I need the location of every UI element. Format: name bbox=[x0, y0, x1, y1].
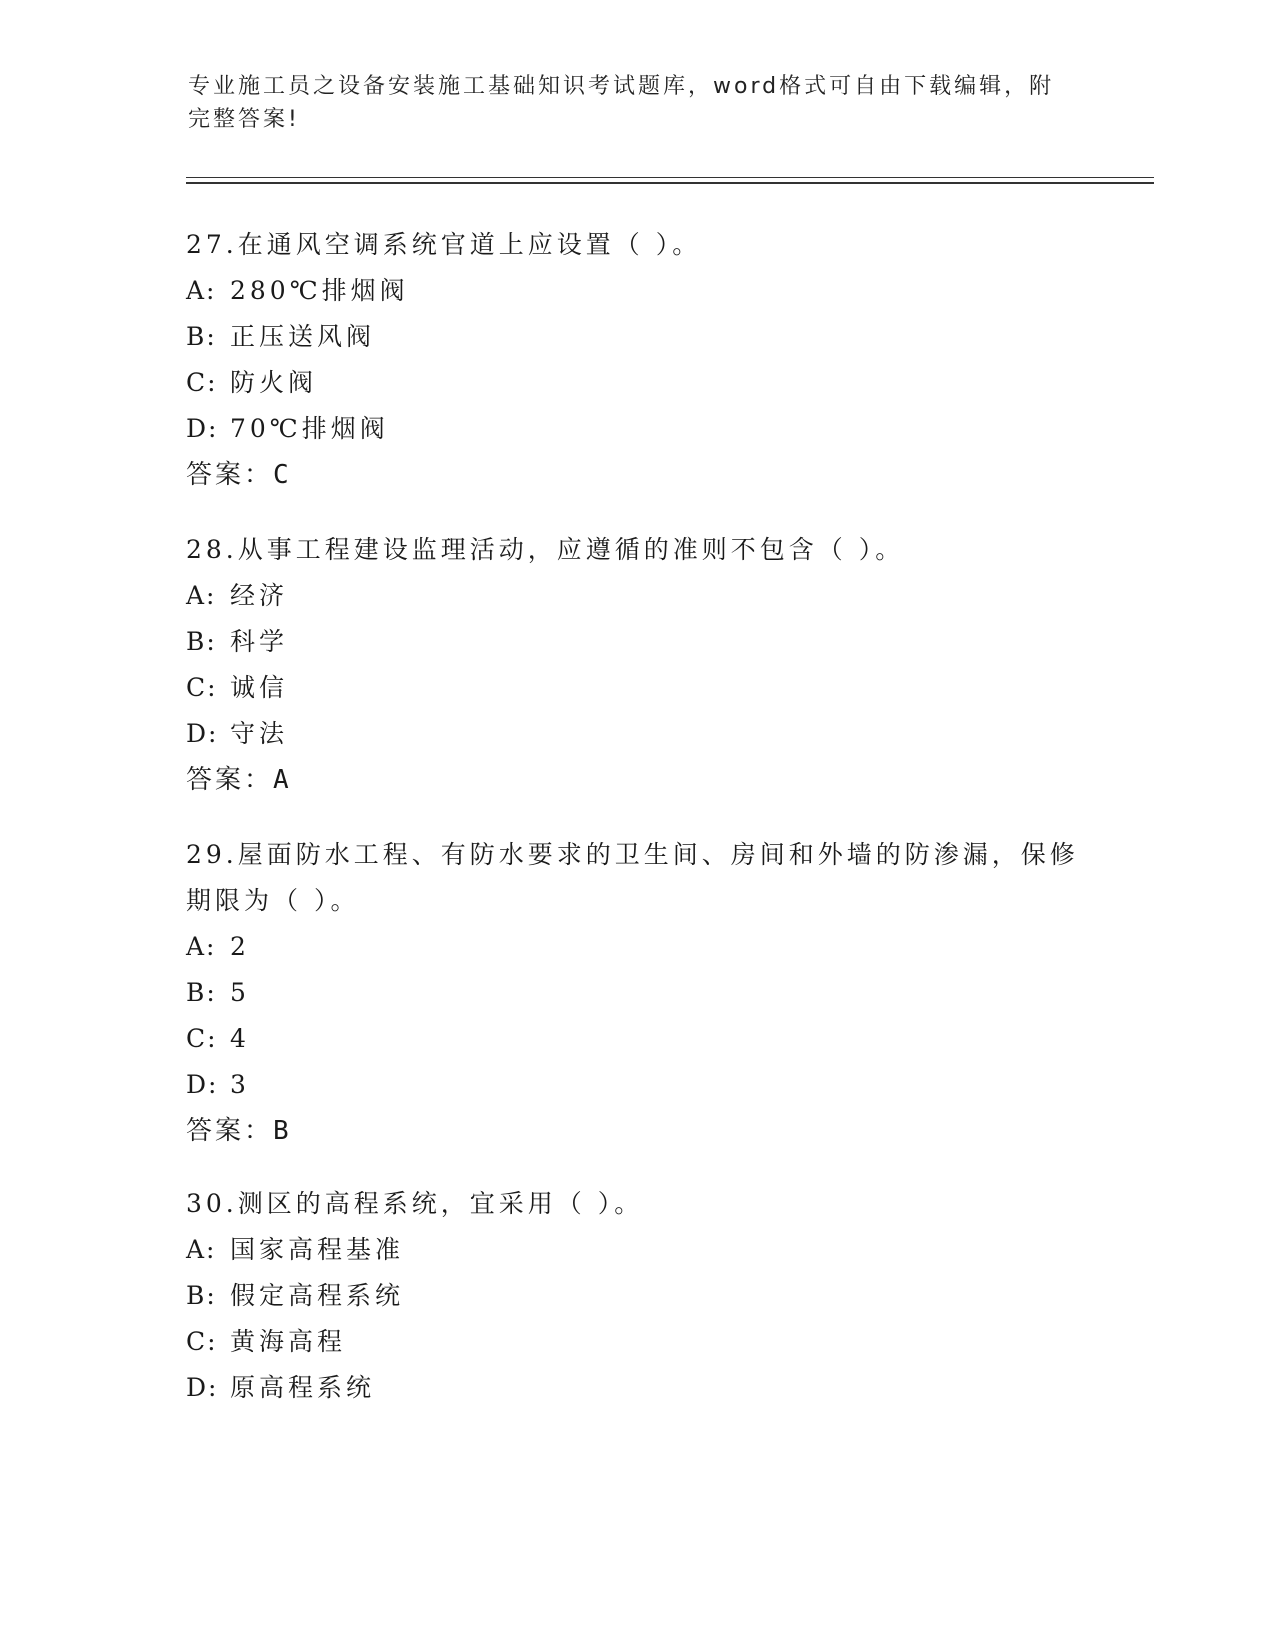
option-d bbox=[186, 406, 1086, 452]
option-c bbox=[186, 665, 1086, 711]
option-label: C: bbox=[186, 1024, 218, 1053]
option-b bbox=[186, 314, 1086, 360]
answer-line bbox=[186, 452, 1086, 498]
question-27 bbox=[186, 222, 1086, 498]
option-c bbox=[186, 1319, 1086, 1365]
option-text: 国家高程基准 bbox=[230, 1235, 405, 1264]
option-d bbox=[186, 1062, 1086, 1108]
option-a bbox=[186, 573, 1086, 619]
answer-line bbox=[186, 757, 1086, 803]
option-text: 经济 bbox=[230, 581, 289, 610]
question-stem: 28.从事工程建设监理活动，应遵循的准则不包含（ ）。 bbox=[186, 535, 905, 564]
option-text: 2 bbox=[230, 932, 250, 961]
option-c bbox=[186, 1016, 1086, 1062]
option-b bbox=[186, 1273, 1086, 1319]
answer-prefix: 答案： bbox=[186, 460, 274, 490]
option-text: 黄海高程 bbox=[230, 1327, 347, 1356]
answer-line bbox=[186, 1108, 1086, 1154]
option-label: C: bbox=[186, 1327, 218, 1356]
option-label: A: bbox=[186, 932, 217, 961]
option-text: 4 bbox=[230, 1024, 250, 1053]
option-text: 5 bbox=[230, 978, 250, 1007]
option-label: B: bbox=[186, 1281, 217, 1310]
option-label: B: bbox=[186, 322, 217, 351]
answer-value: B bbox=[273, 1116, 292, 1146]
option-a bbox=[186, 268, 1086, 314]
option-c bbox=[186, 360, 1086, 406]
option-label: C: bbox=[186, 368, 218, 397]
option-text: 守法 bbox=[230, 719, 289, 748]
document-header: 专业施工员之设备安装施工基础知识考试题库，word格式可自由下载编辑，附完整答案! bbox=[188, 74, 1055, 132]
question-28 bbox=[186, 527, 1086, 803]
answer-prefix: 答案： bbox=[186, 765, 274, 795]
option-text: 诚信 bbox=[230, 673, 289, 702]
option-label: D: bbox=[186, 1373, 219, 1402]
option-label: D: bbox=[186, 1070, 219, 1099]
option-text: 3 bbox=[230, 1070, 250, 1099]
option-a bbox=[186, 924, 1086, 970]
option-text: 假定高程系统 bbox=[230, 1281, 405, 1310]
option-label: B: bbox=[186, 978, 217, 1007]
answer-value: C bbox=[273, 460, 292, 490]
option-text: 原高程系统 bbox=[230, 1373, 376, 1402]
question-stem: 27.在通风空调系统官道上应设置（ ）。 bbox=[186, 230, 702, 259]
option-b bbox=[186, 619, 1086, 665]
option-label: C: bbox=[186, 673, 218, 702]
option-text: 正压送风阀 bbox=[230, 322, 376, 351]
question-stem: 30.测区的高程系统，宜采用（ ）。 bbox=[186, 1189, 644, 1218]
answer-prefix: 答案： bbox=[186, 1116, 274, 1146]
question-stem: 29.屋面防水工程、有防水要求的卫生间、房间和外墙的防渗漏，保修期限为（ ）。 bbox=[186, 840, 1079, 915]
option-text: 280℃排烟阀 bbox=[230, 276, 409, 305]
option-d bbox=[186, 1365, 1086, 1411]
option-text: 防火阀 bbox=[230, 368, 318, 397]
answer-value: A bbox=[273, 765, 292, 795]
header-divider-top bbox=[186, 177, 1154, 178]
option-label: D: bbox=[186, 719, 219, 748]
option-label: B: bbox=[186, 627, 217, 656]
header-divider-bottom bbox=[186, 182, 1154, 184]
option-text: 70℃排烟阀 bbox=[230, 414, 389, 443]
option-a bbox=[186, 1227, 1086, 1273]
question-29 bbox=[186, 832, 1086, 1154]
option-label: A: bbox=[186, 1235, 217, 1264]
question-30 bbox=[186, 1181, 1086, 1411]
option-label: A: bbox=[186, 276, 217, 305]
option-d bbox=[186, 711, 1086, 757]
option-b bbox=[186, 970, 1086, 1016]
option-label: A: bbox=[186, 581, 217, 610]
option-text: 科学 bbox=[230, 627, 289, 656]
option-label: D: bbox=[186, 414, 219, 443]
